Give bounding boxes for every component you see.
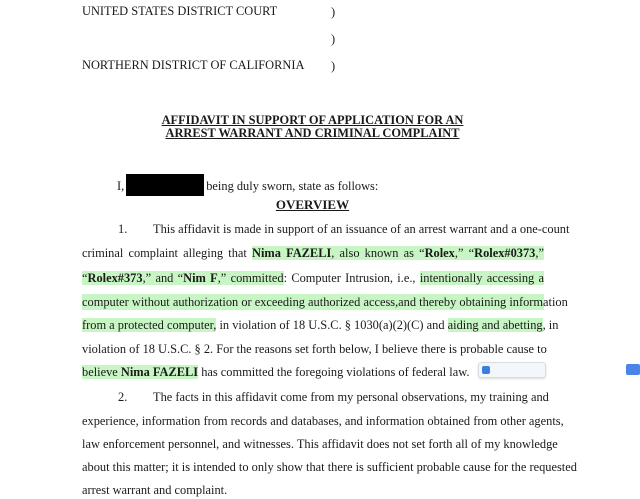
intro-line xyxy=(117,174,378,196)
court-name: UNITED STATES DISTRICT COURT xyxy=(82,4,278,18)
intro-prefix: I, xyxy=(117,179,125,193)
redaction-block xyxy=(126,174,204,196)
overview-heading: OVERVIEW xyxy=(275,197,350,212)
district-name: NORTHERN DISTRICT OF CALIFORNIA xyxy=(82,58,305,72)
para1-line3: “Rolex#373,” and “Nim F,” committed: Computer Intrusion, i.e., intentionally accessing a xyxy=(82,271,544,285)
para2-number: 2. xyxy=(118,390,128,404)
para1-line1: This affidavit is made in support of an issuance of an arrest warrant and a one-count xyxy=(153,222,570,236)
caption-paren: ) xyxy=(331,59,336,73)
affidavit-title-line1: AFFIDAVIT IN SUPPORT OF APPLICATION FOR AN xyxy=(161,113,464,127)
para2-line2: experience, information from records and databases, and information obtained from other agents, xyxy=(82,414,564,428)
para1-line2: criminal complaint alleging that Nima FAZELI, also known as “Rolex,” “Rolex#0373,” xyxy=(82,246,544,260)
caption-paren: ) xyxy=(331,5,336,19)
intro-suffix: being duly sworn, state as follows: xyxy=(206,179,379,193)
para2-line5: arrest warrant and complaint. xyxy=(82,483,228,497)
para2-line3: law enforcement personnel, and witnesses. This affidavit does not set forth all of my knowledge xyxy=(82,437,558,451)
widget-icon xyxy=(482,366,490,374)
caption-paren: ) xyxy=(331,32,336,46)
para1-line6: violation of 18 U.S.C. § 2. For the reasons set forth below, I believe there is probable cause to xyxy=(82,342,547,356)
para1-number: 1. xyxy=(118,222,128,236)
para1-line4: computer without authorization or exceeding authorized access,and thereby obtaining information xyxy=(82,295,568,309)
floating-widget[interactable] xyxy=(478,362,546,378)
affidavit-title-line2: ARREST WARRANT AND CRIMINAL COMPLAINT xyxy=(165,126,460,140)
para2-line4: about this matter; it is intended to only show that there is sufficient probable cause for the requested xyxy=(82,460,577,474)
para1-line5: from a protected computer, in violation of 18 U.S.C. § 1030(a)(2)(C) and aiding and abetting, in xyxy=(82,318,559,332)
para1-line7: believe Nima FAZELI has committed the foregoing violations of federal law. xyxy=(82,365,470,379)
floating-button[interactable] xyxy=(626,364,640,375)
para2-line1: The facts in this affidavit come from my personal observations, my training and xyxy=(153,390,549,404)
